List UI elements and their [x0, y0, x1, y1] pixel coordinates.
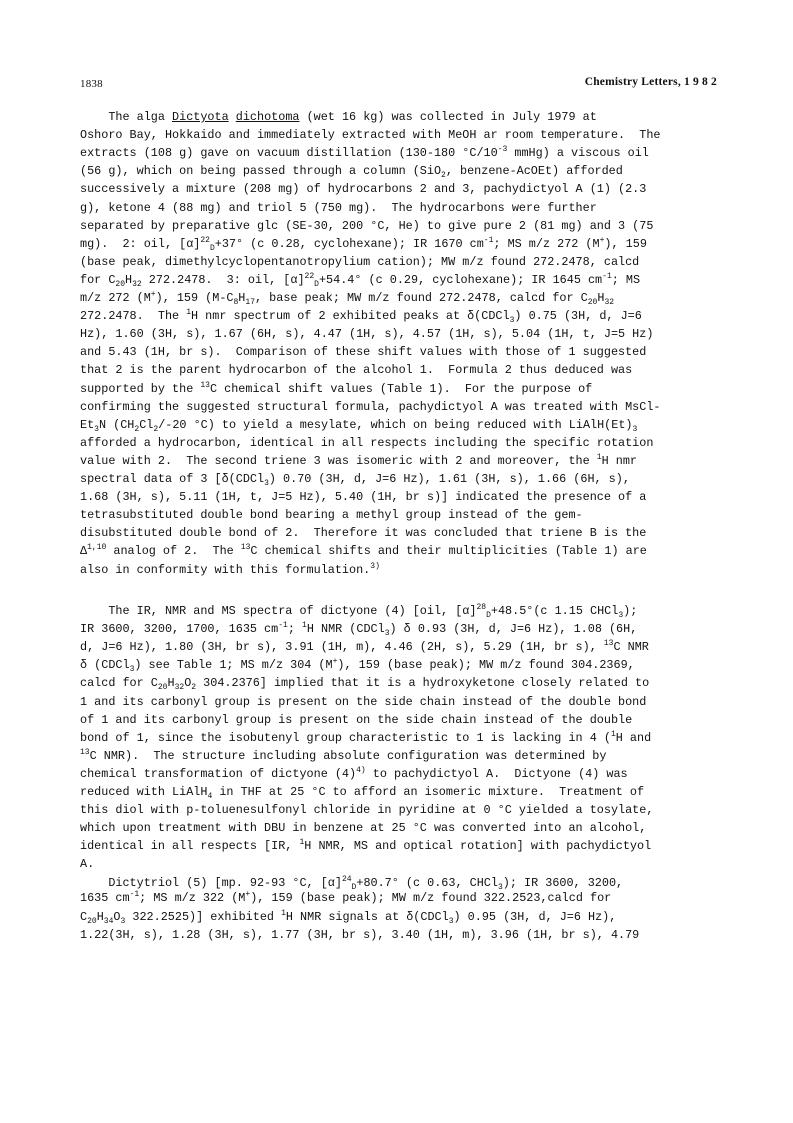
text-line: δ (CDCl$_3$) see Table 1; MS m/z 304 (M+), 159 (base peak); MW m/z found 304.2369,: [80, 657, 635, 675]
text-line: 1.68 (3H, s), 5.11 (1H, t, J=5 Hz), 5.40 (1H, br s)] indicated the presence of a: [80, 490, 647, 505]
text-line: 1635 $cm^{-1}$; MS m/z 322 (M+), 159 (base peak); MW m/z found 322.2523,calcd for: [80, 890, 612, 905]
text-line: d, J=6 Hz), 1.80 (3H, br s), 3.91 (1H, m), 4.46 (2H, s), 5.29 (1H, br s), $^{13}$C NMR: [80, 639, 649, 655]
text-line: chemical transformation of dictyone $(4)^{4)}$ to pachydictyol A. Dictyone (4) was: [80, 765, 628, 781]
text-line: supported by the $^{13}$C chemical shift values (Table 1). For the purpose of: [80, 380, 593, 396]
text-line: bond of 1, since the isobutenyl group characteristic to 1 is lacking in 4 ($^1$H and: [80, 729, 652, 745]
text-line: confirming the suggested structural formula, pachydictyol A was treated with MsCl-: [80, 399, 661, 414]
text-line: (base peak, dimethylcyclopentanotropylium cation); MW m/z found 272.2478, calcd: [80, 254, 640, 269]
text-line: 1 and its carbonyl group is present on the side chain instead of the double bond: [80, 694, 647, 709]
text-line: g), ketone 4 (88 mg) and triol 5 (750 mg). The hydrocarbons were further: [80, 200, 597, 215]
text-line: successively a mixture (208 mg) of hydrocarbons 2 and 3, pachydictyol A (1) (2.3: [80, 182, 647, 197]
text-line: separated by preparative glc (SE-30, 200 °C, He) to give pure 2 (81 mg) and 3 (75: [80, 218, 654, 233]
text-line: A.: [80, 857, 95, 872]
text-line: Δ$^{1,10}$ analog of 2. The $^{13}$C chemical shifts and their multiplicities (Table 1) are: [80, 543, 647, 559]
text-line: The alga Dictyota dichotoma (wet 16 kg) was collected in July 1979 at: [80, 110, 597, 124]
text-line: identical in all respects [IR, $^1$H NMR, MS and optical rotation] with pachydictyol: [80, 838, 652, 854]
text-line: 1.22(3H, s), 1.28 (3H, s), 1.77 (3H, br s), 3.40 (1H, m), 3.96 (1H, br s), 4.79: [80, 928, 640, 943]
text-line: $Et_3N$ ($CH_2Cl_2/-20$ °C) to yield a mesylate, which on being reduced with $LiAlH(Et)_3$: [80, 417, 638, 434]
text-line: tetrasubstituted double bond bearing a methyl group instead of the gem-: [80, 508, 583, 523]
text-line: afforded a hydrocarbon, identical in all respects including the specific rotation: [80, 435, 654, 450]
text-line: which upon treatment with DBU in benzene at 25 °C was converted into an alcohol,: [80, 821, 647, 836]
text-line: spectral data of 3 [δ(CDCl$_3$) 0.70 (3H, d, J=6 Hz), 1.61 (3H, s), 1.66 (6H, s),: [80, 472, 630, 488]
text-line: Oshoro Bay, Hokkaido and immediately extracted with MeOH ar room temperature. The: [80, 128, 661, 143]
text-line: IR 3600, 3200, 1700, 1635 $cm^{-1}$; $^1$H NMR (CDCl$_3$) δ 0.93 (3H, d, J=6 Hz), 1.08 (6H,: [80, 621, 638, 639]
text-line: extracts (108 g) gave on vacuum distillation (130-180 $^\circ C/10^{-3}$ mmHg) a viscous oil: [80, 145, 649, 161]
text-line: Dictytriol (5) [mp. 92-93 °C, $[\alpha]^{24}_D+80.7^\circ$ (c 0.63, CHCl$_3$); IR 3600, 3200,: [80, 874, 624, 892]
text-line: reduced with LiAlH$_4$ in THF at 25 °C to afford an isomeric mixture. Treatment of: [80, 785, 645, 801]
text-line: 272.2478. The $^1$H nmr spectrum of 2 exhibited peaks at δ(CDCl$_3$) 0.75 (3H, d, J=6: [80, 308, 642, 326]
text-line: that 2 is the parent hydrocarbon of the alcohol 1. Formula 2 thus deduced was: [80, 363, 633, 378]
text-line: $C_{20}H_{34}O_3$ 322.2525)] exhibited $^1$H NMR signals at δ(CDCl$_3$) 0.95 (3H, d, J=6 Hz),: [80, 908, 617, 926]
text-line: for $C_{20}H_{32}$ 272.2478. 3: oil, $[\alpha]^{22}_D+54.4^\circ$ (c 0.29, cyclohexane); IR 1645 $cm^{-1}$; MS: [80, 271, 641, 289]
text-line: of 1 and its carbonyl group is present on the side chain instead of the double: [80, 712, 633, 727]
text-line: this diol with p-toluenesulfonyl chloride in pyridine at 0 °C yielded a tosylate,: [80, 803, 654, 818]
text-line: Hz), 1.60 (3H, s), 1.67 (6H, s), 4.47 (1H, s), 4.57 (1H, s), 5.04 (1H, t, J=5 Hz): [80, 327, 654, 342]
text-line: m/z 272 (M+), 159 ($M-C_8H_{17}$, base peak; MW m/z found 272.2478, calcd for $C_{20}H_{32}$: [80, 290, 615, 307]
page-number: 1838: [80, 78, 103, 90]
text-line: also in conformity with this formulation.$^{3)}$: [80, 561, 380, 577]
text-line: disubstituted double bond of 2. Therefore it was concluded that triene B is the: [80, 526, 647, 541]
journal-header: Chemistry Letters, 1 9 8 2: [584, 76, 717, 88]
text-line: and 5.43 (1H, br s). Comparison of these shift values with those of 1 suggested: [80, 345, 647, 360]
text-line: $^{13}$C NMR). The structure including absolute configuration was determined by: [80, 747, 607, 763]
text-line: calcd for $C_{20}H_{32}O_2$ 304.2376] implied that it is a hydroxyketone closely related to: [80, 676, 650, 693]
text-line: (56 g), which on being passed through a column (SiO$_2$, benzene-AcOEt) afforded: [80, 164, 623, 181]
text-line: value with 2. The second triene 3 was isomeric with 2 and moreover, the $^1$H nmr: [80, 452, 638, 468]
text-line: The IR, NMR and MS spectra of dictyone (4) [oil, $[\alpha]^{28}_D+48.5^\circ(c$ 1.15 CHCl$_3$);: [80, 603, 638, 620]
text-line: mg). 2: oil, $[\alpha]^{22}_D+37^\circ$ (c 0.28, cyclohexane); IR 1670 $cm^{-1}$; MS m/z 272 (M+), 159: [80, 235, 647, 253]
